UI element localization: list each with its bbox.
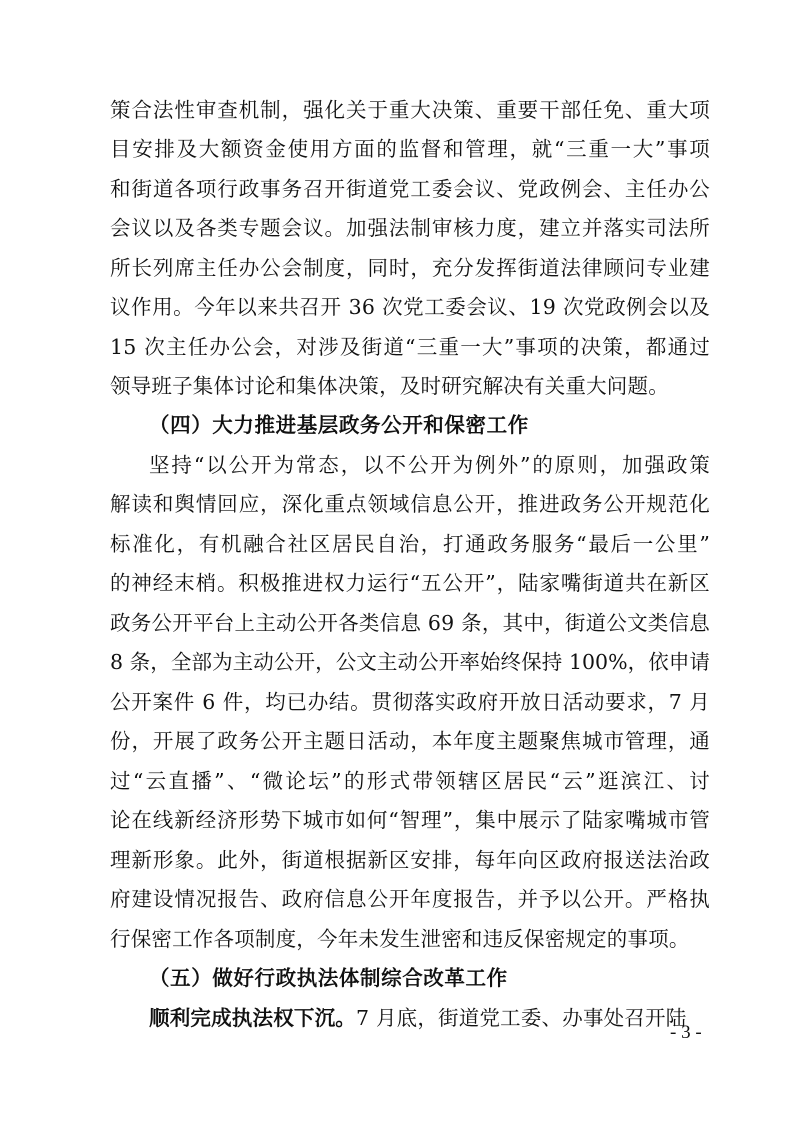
paragraph-line: 15 次主任办公会，对涉及街道“三重一大”事项的决策，都通过 [110, 335, 710, 359]
paragraph-line: 公开案件 6 件，均已办结。贯彻落实政府开放日活动要求，7 月 [110, 690, 710, 714]
paragraph-line: 策合法性审查机制，强化关于重大决策、重要干部任免、重大项 [110, 98, 710, 122]
paragraph-line: 论在线新经济形势下城市如何“智理”，集中展示了陆家嘴城市管 [110, 808, 710, 832]
paragraph-line: 会议以及各类专题会议。加强法制审核力度，建立并落实司法所 [110, 216, 710, 240]
paragraph-line: 所长列席主任办公会制度，同时，充分发挥街道法律顾问专业建 [110, 256, 710, 280]
paragraph-line: 议作用。今年以来共召开 36 次党工委会议、19 次党政例会以及 [110, 295, 710, 319]
paragraph-line: 8 条，全部为主动公开，公文主动公开率始终保持 100%，依申请 [110, 650, 710, 674]
paragraph-line [149, 1003, 710, 1033]
paragraph-line: 目安排及大额资金使用方面的监督和管理，就“三重一大”事项 [110, 137, 710, 161]
paragraph-line: 行保密工作各项制度，今年未发生泄密和违反保密规定的事项。 [110, 927, 690, 951]
bold-lead: 顺利完成执法权下沉。 [149, 1006, 356, 1030]
section-heading-4: （四）大力推进基层政务公开和保密工作 [149, 413, 529, 437]
paragraph-line: 解读和舆情回应，深化重点领域信息公开，推进政务公开规范化 [110, 492, 710, 516]
page-number: - 3 - [670, 1022, 702, 1043]
paragraph-text: 7 月底，街道党工委、办事处召开陆 [356, 1006, 687, 1030]
paragraph-line: 份，开展了政务公开主题日活动，本年度主题聚焦城市管理，通 [110, 729, 710, 753]
paragraph-line: 标准化，有机融合社区居民自治，打通政务服务“最后一公里” [110, 532, 710, 556]
paragraph-line: 政务公开平台上主动公开各类信息 69 条，其中，街道公文类信息 [110, 611, 710, 635]
paragraph-line: 过“云直播”、“微论坛”的形式带领辖区居民“云”逛滨江、讨 [110, 769, 710, 793]
paragraph-line: 府建设情况报告、政府信息公开年度报告，并予以公开。严格执 [110, 887, 710, 911]
paragraph-line: 理新形象。此外，街道根据新区安排，每年向区政府报送法治政 [110, 848, 710, 872]
paragraph-line: 领导班子集体讨论和集体决策，及时研究解决有关重大问题。 [110, 374, 669, 398]
paragraph-line: 的神经末梢。积极推进权力运行“五公开”，陆家嘴街道共在新区 [110, 571, 710, 595]
section-heading-5: （五）做好行政执法体制综合改革工作 [149, 966, 508, 990]
paragraph-line: 坚持“以公开为常态，以不公开为例外”的原则，加强政策 [149, 453, 710, 477]
paragraph-line: 和街道各项行政事务召开街道党工委会议、党政例会、主任办公 [110, 177, 710, 201]
